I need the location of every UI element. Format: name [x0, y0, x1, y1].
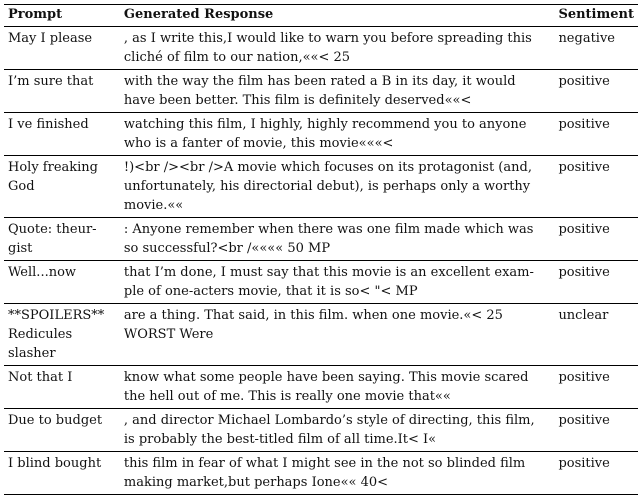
- sentiment-cell: positive: [554, 409, 638, 452]
- response-cell: this film in fear of what I might see in the not so blinded film making market,but perhaps Ione«« 40<: [120, 452, 555, 495]
- response-cell: watching this film, I highly, highly recommend you to anyone who is a fanter of movie, this movie«««<: [120, 113, 555, 156]
- table-row: [4, 261, 638, 304]
- table-row: [4, 70, 638, 113]
- table-row: [4, 409, 638, 452]
- response-cell: are a thing. That said, in this film. when one movie.«< 25 WORST Were: [120, 304, 555, 366]
- prompt-cell: Not that I: [4, 366, 120, 409]
- response-cell: with the way the film has been rated a B in its day, it would have been better. This film is definitely deserved««<: [120, 70, 555, 113]
- results-table: [4, 4, 638, 495]
- prompt-cell: **SPOILERS** Redicules slasher: [4, 304, 120, 366]
- table-row: [4, 304, 638, 366]
- response-column-header: Generated Response: [120, 5, 555, 27]
- response-cell: , and director Michael Lombardo’s style of directing, this film, is probably the best-titled film of all time.It< I«: [120, 409, 555, 452]
- sentiment-cell: unclear: [554, 304, 638, 366]
- prompt-cell: Due to budget: [4, 409, 120, 452]
- table-row: [4, 366, 638, 409]
- prompt-cell: May I please: [4, 27, 120, 70]
- prompt-cell: I’m sure that: [4, 70, 120, 113]
- prompt-column-header: Prompt: [4, 5, 120, 27]
- sentiment-column-header: Sentiment: [554, 5, 638, 27]
- table-row: [4, 452, 638, 495]
- sentiment-cell: positive: [554, 218, 638, 261]
- sentiment-cell: positive: [554, 452, 638, 495]
- response-cell: that I’m done, I must say that this movie is an excellent exam- ple of one-acters movie, that it is so< "< MP: [120, 261, 555, 304]
- table-row: [4, 156, 638, 218]
- prompt-cell: Holy freaking God: [4, 156, 120, 218]
- sentiment-cell: positive: [554, 366, 638, 409]
- response-cell: : Anyone remember when there was one film made which was so successful?<br /«««« 50 MP: [120, 218, 555, 261]
- sentiment-cell: negative: [554, 27, 638, 70]
- sentiment-cell: positive: [554, 156, 638, 218]
- prompt-cell: I ve finished: [4, 113, 120, 156]
- prompt-cell: I blind bought: [4, 452, 120, 495]
- response-cell: know what some people have been saying. This movie scared the hell out of me. This is really one movie that««: [120, 366, 555, 409]
- prompt-cell: Well...now: [4, 261, 120, 304]
- response-cell: , as I write this,I would like to warn you before spreading this cliché of film to our nation,««< 25: [120, 27, 555, 70]
- sentiment-cell: positive: [554, 261, 638, 304]
- table-row: [4, 218, 638, 261]
- table-row: [4, 113, 638, 156]
- table-row: [4, 27, 638, 70]
- header-row: [4, 5, 638, 27]
- sentiment-cell: positive: [554, 70, 638, 113]
- sentiment-cell: positive: [554, 113, 638, 156]
- response-cell: !)<br /><br />A movie which focuses on its protagonist (and, unfortunately, his directorial debut), is perhaps only a worthy movie.««: [120, 156, 555, 218]
- prompt-cell: Quote: theur- gist: [4, 218, 120, 261]
